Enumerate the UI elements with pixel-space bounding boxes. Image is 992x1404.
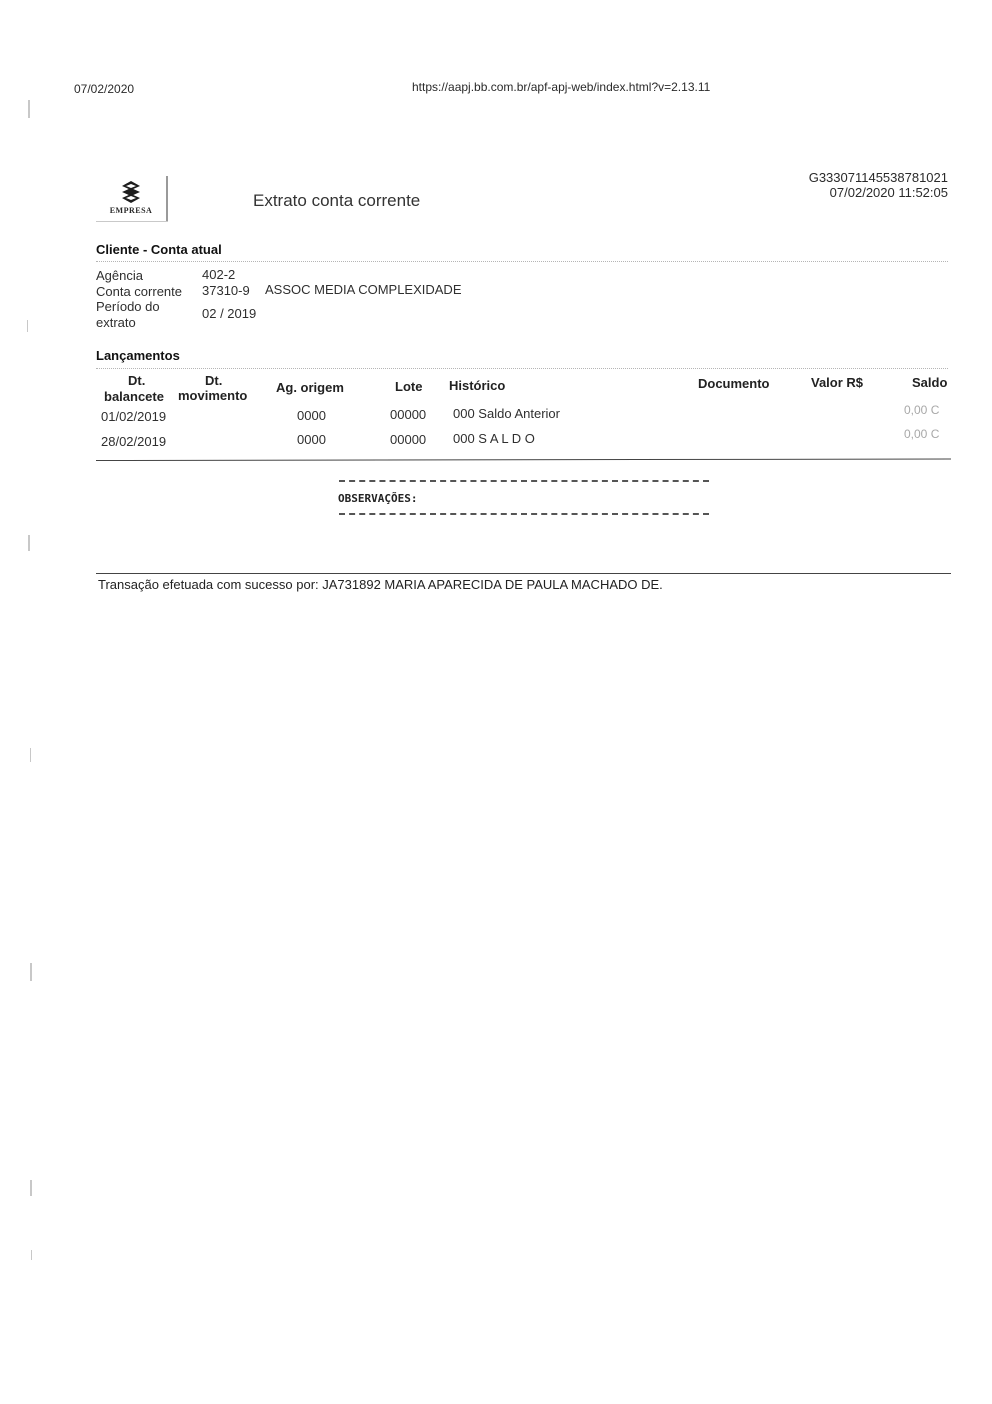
row-dt-balancete: 01/02/2019	[101, 409, 167, 424]
auth-code: G333071145538781021	[808, 170, 948, 185]
header-historico: Histórico	[449, 378, 506, 393]
logo-edge	[166, 176, 168, 222]
scan-mark	[28, 535, 30, 551]
row-ag-origem: 0000	[297, 408, 326, 423]
scan-mark	[28, 100, 30, 118]
header-dt-balancete-2: balancete	[104, 389, 164, 404]
periodo-value: 02 / 2019	[202, 306, 257, 321]
header-ag-origem: Ag. origem	[276, 380, 344, 395]
row-ag-origem: 0000	[297, 432, 326, 447]
page-title: Extrato conta corrente	[253, 191, 421, 210]
conta-name: ASSOC MEDIA COMPLEXIDADE	[265, 282, 462, 297]
row-historico: 000 S A L D O	[453, 431, 535, 446]
header-dt-movimento-1: Dt.	[205, 373, 223, 388]
transaction-footer: Transação efetuada com sucesso por: JA731892 MARIA APARECIDA DE PAULA MACHADO DE.	[98, 577, 663, 592]
footer-rule	[96, 573, 951, 574]
scan-mark	[30, 963, 32, 981]
observacoes-bottom-dashes	[339, 513, 709, 515]
periodo-label-line1: Período do	[96, 299, 160, 314]
header-valor: Valor R$	[811, 375, 864, 390]
observacoes-label: OBSERVAÇÕES:	[338, 492, 418, 505]
scan-mark	[30, 748, 31, 762]
row-lote: 00000	[390, 407, 427, 422]
scan-mark	[31, 1250, 32, 1260]
header-documento: Documento	[698, 376, 770, 391]
header-lote: Lote	[395, 379, 423, 394]
print-url: https://aapj.bb.com.br/apf-apj-web/index.html?v=2.13.11	[412, 80, 711, 94]
conta-label: Conta corrente	[96, 284, 182, 299]
periodo-label-line2: extrato	[96, 315, 136, 330]
lancamentos-divider	[96, 368, 948, 369]
client-section-title: Cliente - Conta atual	[96, 242, 222, 257]
row-saldo: 0,00 C	[904, 427, 940, 441]
bank-logo-icon	[118, 180, 144, 204]
row-dt-balancete: 28/02/2019	[101, 434, 167, 449]
conta-value: 37310-9	[202, 283, 250, 298]
observacoes-top-dashes	[339, 480, 709, 482]
print-date: 07/02/2020	[74, 82, 135, 96]
row-historico: 000 Saldo Anterior	[453, 406, 560, 421]
row-lote: 00000	[390, 432, 427, 447]
header-dt-movimento-2: movimento	[178, 388, 248, 403]
lancamentos-section-title: Lançamentos	[96, 348, 180, 363]
client-divider	[96, 261, 948, 262]
table-bottom-rule	[96, 459, 951, 461]
header-saldo: Saldo	[912, 375, 948, 390]
scan-mark	[27, 320, 28, 332]
header-dt-balancete-1: Dt.	[128, 373, 146, 388]
logo-text: EMPRESA	[109, 206, 153, 215]
logo-edge-bottom	[96, 221, 168, 222]
bank-logo	[96, 176, 168, 222]
auth-timestamp: 07/02/2020 11:52:05	[829, 185, 948, 200]
scan-mark	[30, 1180, 32, 1196]
row-saldo: 0,00 C	[904, 403, 940, 417]
agencia-value: 402-2	[202, 267, 236, 282]
agencia-label: Agência	[96, 268, 143, 283]
